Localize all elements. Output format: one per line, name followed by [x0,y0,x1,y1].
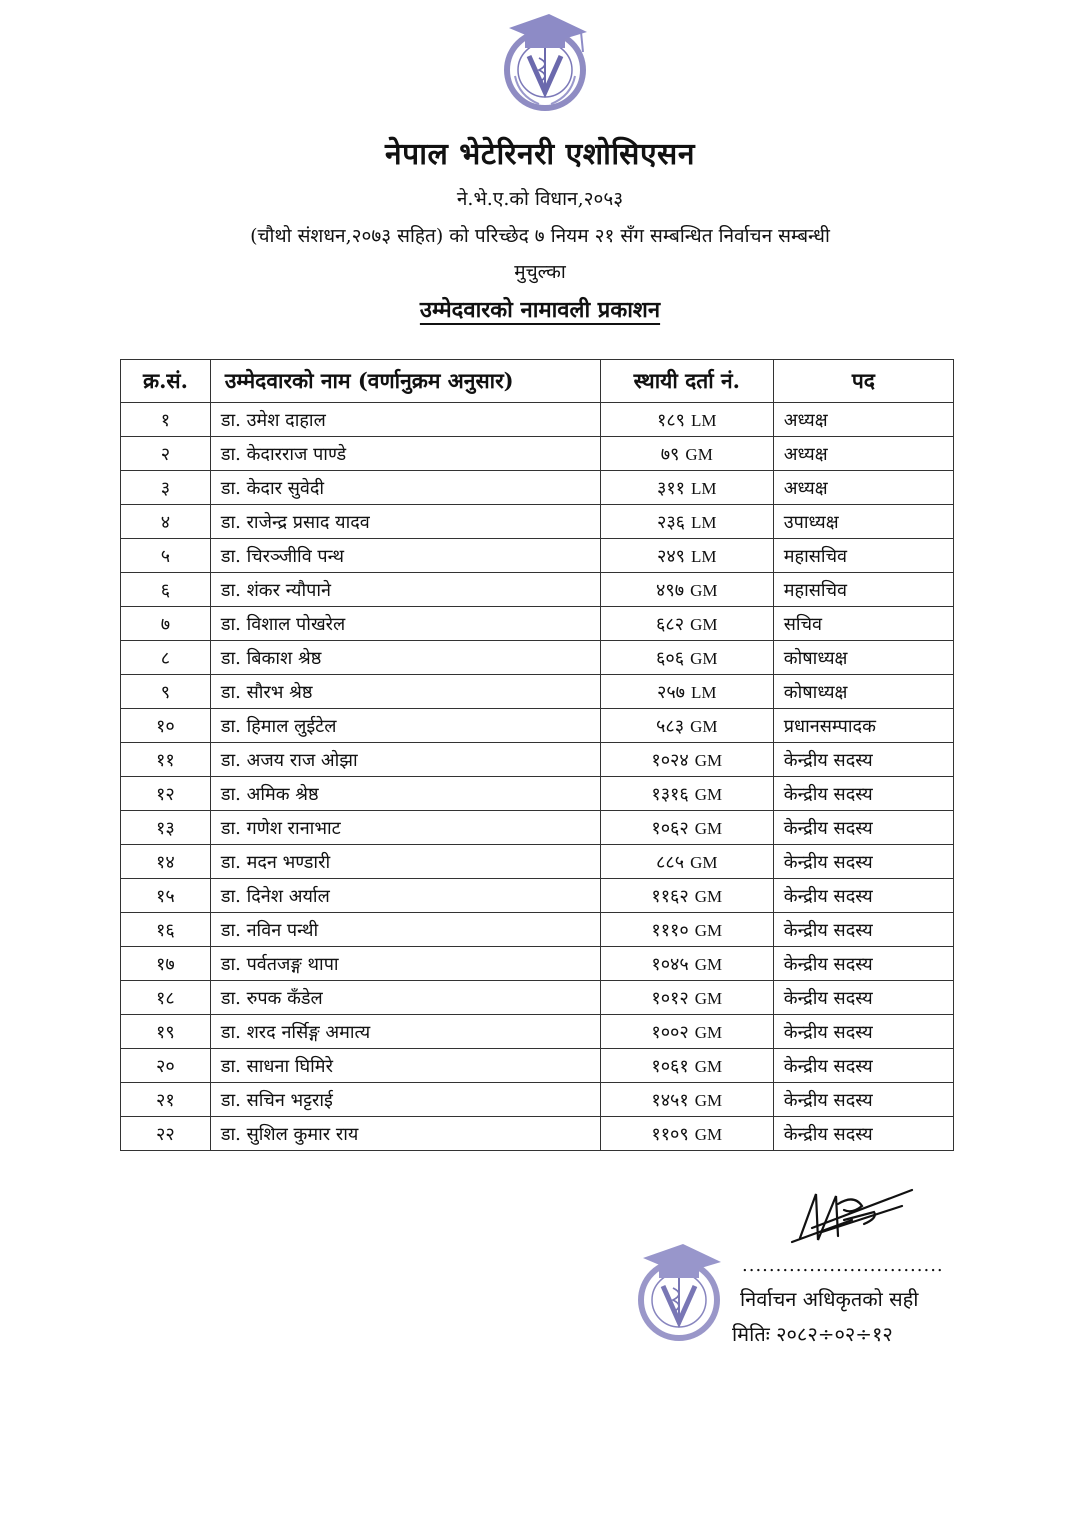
row-serial: १५ [121,879,211,913]
row-registration [600,981,773,1015]
row-post: कोषाध्यक्ष [773,641,953,675]
membership-type: GM [690,648,718,668]
registration-number: ११०९ [651,1123,689,1145]
registration-number: ४९७ [656,579,685,601]
row-candidate-name: डा. सौरभ श्रेष्ठ [210,675,600,709]
row-serial: ७ [121,607,211,641]
row-registration [600,607,773,641]
membership-type: GM [690,580,718,600]
membership-type: LM [691,682,717,702]
officer-signature [782,1180,922,1260]
row-post: सचिव [773,607,953,641]
row-serial: ३ [121,471,211,505]
membership-type: GM [694,1124,723,1144]
membership-type: GM [694,818,723,838]
membership-type: GM [685,444,713,464]
registration-number: १०६१ [651,1055,689,1077]
registration-number: ५८३ [656,715,685,737]
row-serial: १६ [121,913,211,947]
row-post: केन्द्रीय सदस्य [773,981,953,1015]
row-serial: १ [121,403,211,437]
table-row [121,947,954,981]
registration-number: २४९ [656,545,686,567]
row-post: कोषाध्यक्ष [773,675,953,709]
row-candidate-name: डा. केदार सुवेदी [210,471,600,505]
row-serial: ९ [121,675,211,709]
association-stamp [628,1238,730,1342]
statute-line: ने.भे.ए.को विधान,२०५३ [456,188,624,210]
table-row [121,743,954,777]
membership-type: GM [694,1022,723,1042]
membership-type: LM [691,512,717,532]
candidate-table [120,359,954,1151]
row-registration [600,845,773,879]
row-registration [600,913,773,947]
row-serial: २ [121,437,211,471]
registration-number: ६८२ [656,613,685,635]
registration-number: १०४५ [651,953,689,975]
table-row [121,1117,954,1151]
row-registration [600,1117,773,1151]
row-registration [600,1015,773,1049]
table-row [121,675,954,709]
registration-number: २३६ [656,511,686,533]
row-registration [600,471,773,505]
registration-number: १०१२ [651,987,689,1009]
row-candidate-name: डा. शरद नर्सिङ्ग अमात्य [210,1015,600,1049]
row-serial: ४ [121,505,211,539]
table-row [121,777,954,811]
table-row [121,573,954,607]
table-header-row [121,360,954,403]
row-post: केन्द्रीय सदस्य [773,879,953,913]
row-registration [600,539,773,573]
row-post: केन्द्रीय सदस्य [773,1015,953,1049]
row-post: महासचिव [773,539,953,573]
row-registration [600,811,773,845]
table-row [121,1049,954,1083]
membership-type: GM [694,1090,723,1110]
membership-type: GM [690,614,718,634]
signature-dotted-line: .............................. [742,1255,944,1276]
header-serial: क्र.सं. [121,360,211,403]
row-post: केन्द्रीय सदस्य [773,1049,953,1083]
registration-number: ३११ [656,477,686,499]
row-candidate-name: डा. अमिक श्रेष्ठ [210,777,600,811]
row-candidate-name: डा. मदन भण्डारी [210,845,600,879]
membership-type: LM [691,546,717,566]
row-registration [600,641,773,675]
row-registration [600,573,773,607]
row-candidate-name: डा. राजेन्द्र प्रसाद यादव [210,505,600,539]
row-post: केन्द्रीय सदस्य [773,811,953,845]
row-registration [600,675,773,709]
table-row [121,641,954,675]
row-registration [600,1049,773,1083]
registration-number: १४५१ [651,1089,689,1111]
row-candidate-name: डा. नविन पन्थी [210,913,600,947]
row-serial: १० [121,709,211,743]
row-candidate-name: डा. चिरञ्जीवि पन्थ [210,539,600,573]
association-logo-top [494,8,596,112]
row-candidate-name: डा. अजय राज ओझा [210,743,600,777]
registration-number: ११६२ [651,885,689,907]
header-candidate-name [210,360,600,403]
row-serial: १८ [121,981,211,1015]
table-row [121,403,954,437]
row-post: केन्द्रीय सदस्य [773,845,953,879]
row-registration [600,1083,773,1117]
row-serial: २१ [121,1083,211,1117]
header-name-note: (वर्णानुक्रम अनुसार) [357,368,514,393]
membership-type: LM [691,478,717,498]
row-registration [600,777,773,811]
table-row [121,1083,954,1117]
row-post: अध्यक्ष [773,437,953,471]
membership-type: GM [690,716,718,736]
row-serial: २२ [121,1117,211,1151]
registration-number: ६०६ [656,647,685,669]
membership-type: GM [694,920,723,940]
table-body [121,403,954,1151]
signature-date: मितिः २०८२÷०२÷१२ [732,1322,893,1346]
table-row [121,811,954,845]
row-registration [600,743,773,777]
row-candidate-name: डा. शंकर न्यौपाने [210,573,600,607]
table-row [121,437,954,471]
row-registration [600,437,773,471]
row-candidate-name: डा. विशाल पोखरेल [210,607,600,641]
row-serial: ६ [121,573,211,607]
registration-number: १००२ [651,1021,689,1043]
row-candidate-name: डा. दिनेश अर्याल [210,879,600,913]
registration-number: ७९ [660,443,680,465]
membership-type: GM [694,954,723,974]
row-post: प्रधानसम्पादक [773,709,953,743]
row-candidate-name: डा. रुपक कँडेल [210,981,600,1015]
row-candidate-name: डा. हिमाल लुईटेल [210,709,600,743]
row-registration [600,947,773,981]
row-post: महासचिव [773,573,953,607]
amendment-line: (चौथो संशधन,२०७३ सहित) को परिच्छेद ७ नियम २१ सँग सम्बन्धित निर्वाचन सम्बन्धी [250,225,830,247]
row-post: केन्द्रीय सदस्य [773,913,953,947]
row-post: केन्द्रीय सदस्य [773,777,953,811]
table-row [121,539,954,573]
row-registration [600,403,773,437]
row-candidate-name: डा. उमेश दाहाल [210,403,600,437]
row-serial: १४ [121,845,211,879]
table-row [121,709,954,743]
page-title: उम्मेदवारको नामावली प्रकाशन [419,297,661,323]
row-serial: ५ [121,539,211,573]
registration-number: ८८५ [656,851,685,873]
table-row [121,607,954,641]
table-row [121,1015,954,1049]
registration-number: १११० [651,919,689,941]
table-row [121,471,954,505]
header-registration: स्थायी दर्ता नं. [600,360,773,403]
table-row [121,505,954,539]
row-serial: १७ [121,947,211,981]
row-candidate-name: डा. सचिन भट्टराई [210,1083,600,1117]
signature-label: निर्वाचन अधिकृतको सही [740,1287,919,1311]
row-serial: ८ [121,641,211,675]
membership-type: GM [694,886,723,906]
membership-type: GM [694,1056,723,1076]
row-registration [600,879,773,913]
row-candidate-name: डा. पर्वतजङ्ग थापा [210,947,600,981]
row-serial: १२ [121,777,211,811]
registration-number: १३१६ [651,783,689,805]
registration-number: १८९ [656,409,686,431]
membership-type: GM [694,988,723,1008]
row-candidate-name: डा. गणेश रानाभाट [210,811,600,845]
row-candidate-name: डा. सुशिल कुमार राय [210,1117,600,1151]
row-serial: २० [121,1049,211,1083]
document-type: मुचुल्का [514,261,566,283]
row-serial: १९ [121,1015,211,1049]
row-post: केन्द्रीय सदस्य [773,1117,953,1151]
row-candidate-name: डा. केदारराज पाण्डे [210,437,600,471]
membership-type: LM [691,410,717,430]
row-post: केन्द्रीय सदस्य [773,743,953,777]
row-post: उपाध्यक्ष [773,505,953,539]
table-row [121,913,954,947]
row-registration [600,709,773,743]
registration-number: १०६२ [651,817,689,839]
row-post: अध्यक्ष [773,471,953,505]
row-serial: ११ [121,743,211,777]
row-registration [600,505,773,539]
header-post: पद [773,360,953,403]
membership-type: GM [694,750,723,770]
row-candidate-name: डा. साधना घिमिरे [210,1049,600,1083]
row-post: केन्द्रीय सदस्य [773,947,953,981]
header-name-label: उम्मेदवारको नाम [224,368,351,393]
table-row [121,845,954,879]
membership-type: GM [694,784,723,804]
organization-name: नेपाल भेटेरिनरी एशोसिएसन [385,137,695,172]
table-row [121,981,954,1015]
registration-number: २५७ [656,681,686,703]
row-post: केन्द्रीय सदस्य [773,1083,953,1117]
registration-number: १०२४ [651,749,689,771]
row-candidate-name: डा. बिकाश श्रेष्ठ [210,641,600,675]
membership-type: GM [690,852,718,872]
row-post: अध्यक्ष [773,403,953,437]
table-row [121,879,954,913]
row-serial: १३ [121,811,211,845]
